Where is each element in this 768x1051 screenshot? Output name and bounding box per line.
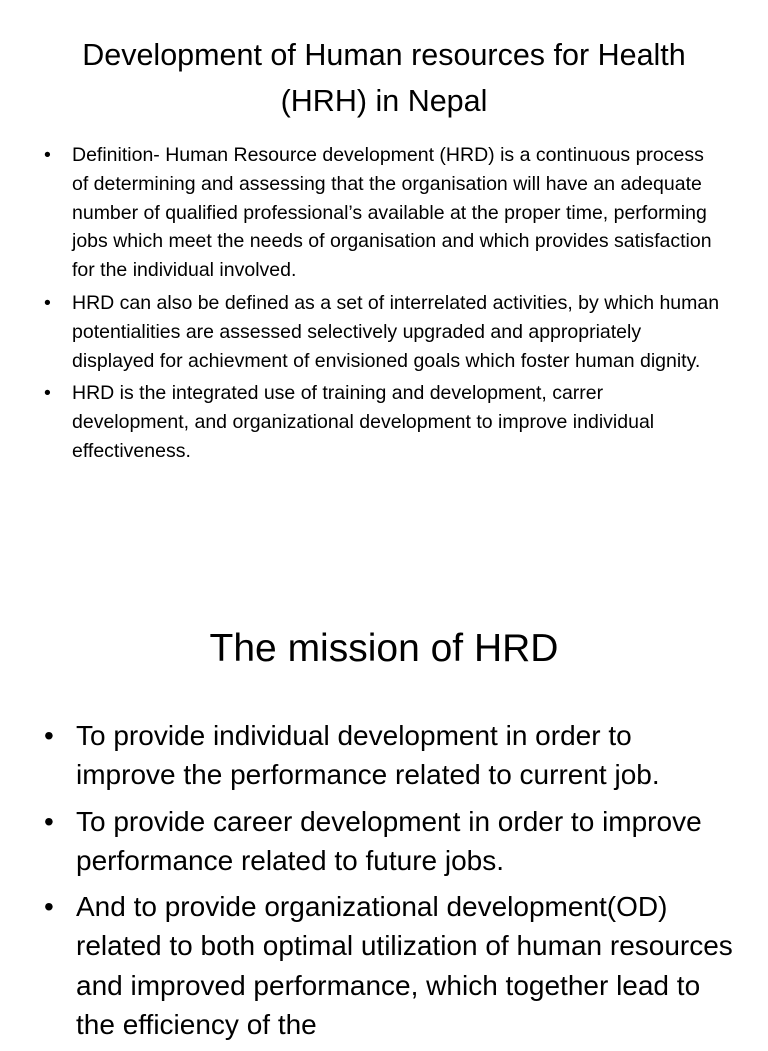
- list-item: [44, 802, 734, 881]
- mission-bullet-list: [44, 716, 734, 1051]
- bullet-icon: •: [44, 805, 54, 837]
- definition-bullet-list: [44, 141, 724, 470]
- slide-title: The mission of HRD: [209, 627, 559, 670]
- bullet-text: Definition- Human Resource development (HRD) is a continuous process of determining and assessing that the organisation will have an adequate number of qualified professional’s available at the proper time, performing jobs which meet the needs of organisation and which provides satisfaction for the individual involved.: [72, 144, 712, 282]
- list-item: [44, 289, 724, 375]
- slide-title: Development of Human resources for Health (HRH) in Nepal: [82, 38, 686, 118]
- bullet-icon: •: [44, 144, 51, 166]
- bullet-text: To provide career development in order to improve performance related to future jobs.: [76, 805, 702, 876]
- bullet-icon: •: [44, 291, 51, 314]
- bullet-icon: •: [44, 891, 54, 923]
- bullet-text: HRD can also be defined as a set of interrelated activities, by which human potentialities are assessed selectively upgraded and appropriately displayed for achievment of envisioned goals which foster human dignity.: [72, 291, 720, 372]
- bullet-text: HRD is the integrated use of training and development, carrer development, and organizational development to improve individual effectiveness.: [72, 382, 655, 462]
- list-item: [44, 379, 724, 465]
- list-item: [44, 141, 724, 285]
- slide-mission-of-hrd: [0, 600, 768, 1041]
- list-item: [44, 716, 734, 795]
- bullet-text: To provide individual development in order to improve the performance related to current job.: [76, 720, 660, 791]
- bullet-icon: •: [44, 382, 51, 405]
- bullet-icon: •: [44, 720, 54, 751]
- bullet-text: And to provide organizational development(OD) related to both optimal utilization of human resources and improved performance, which together lead to the efficiency of the: [76, 891, 733, 1041]
- list-item: [44, 887, 734, 1044]
